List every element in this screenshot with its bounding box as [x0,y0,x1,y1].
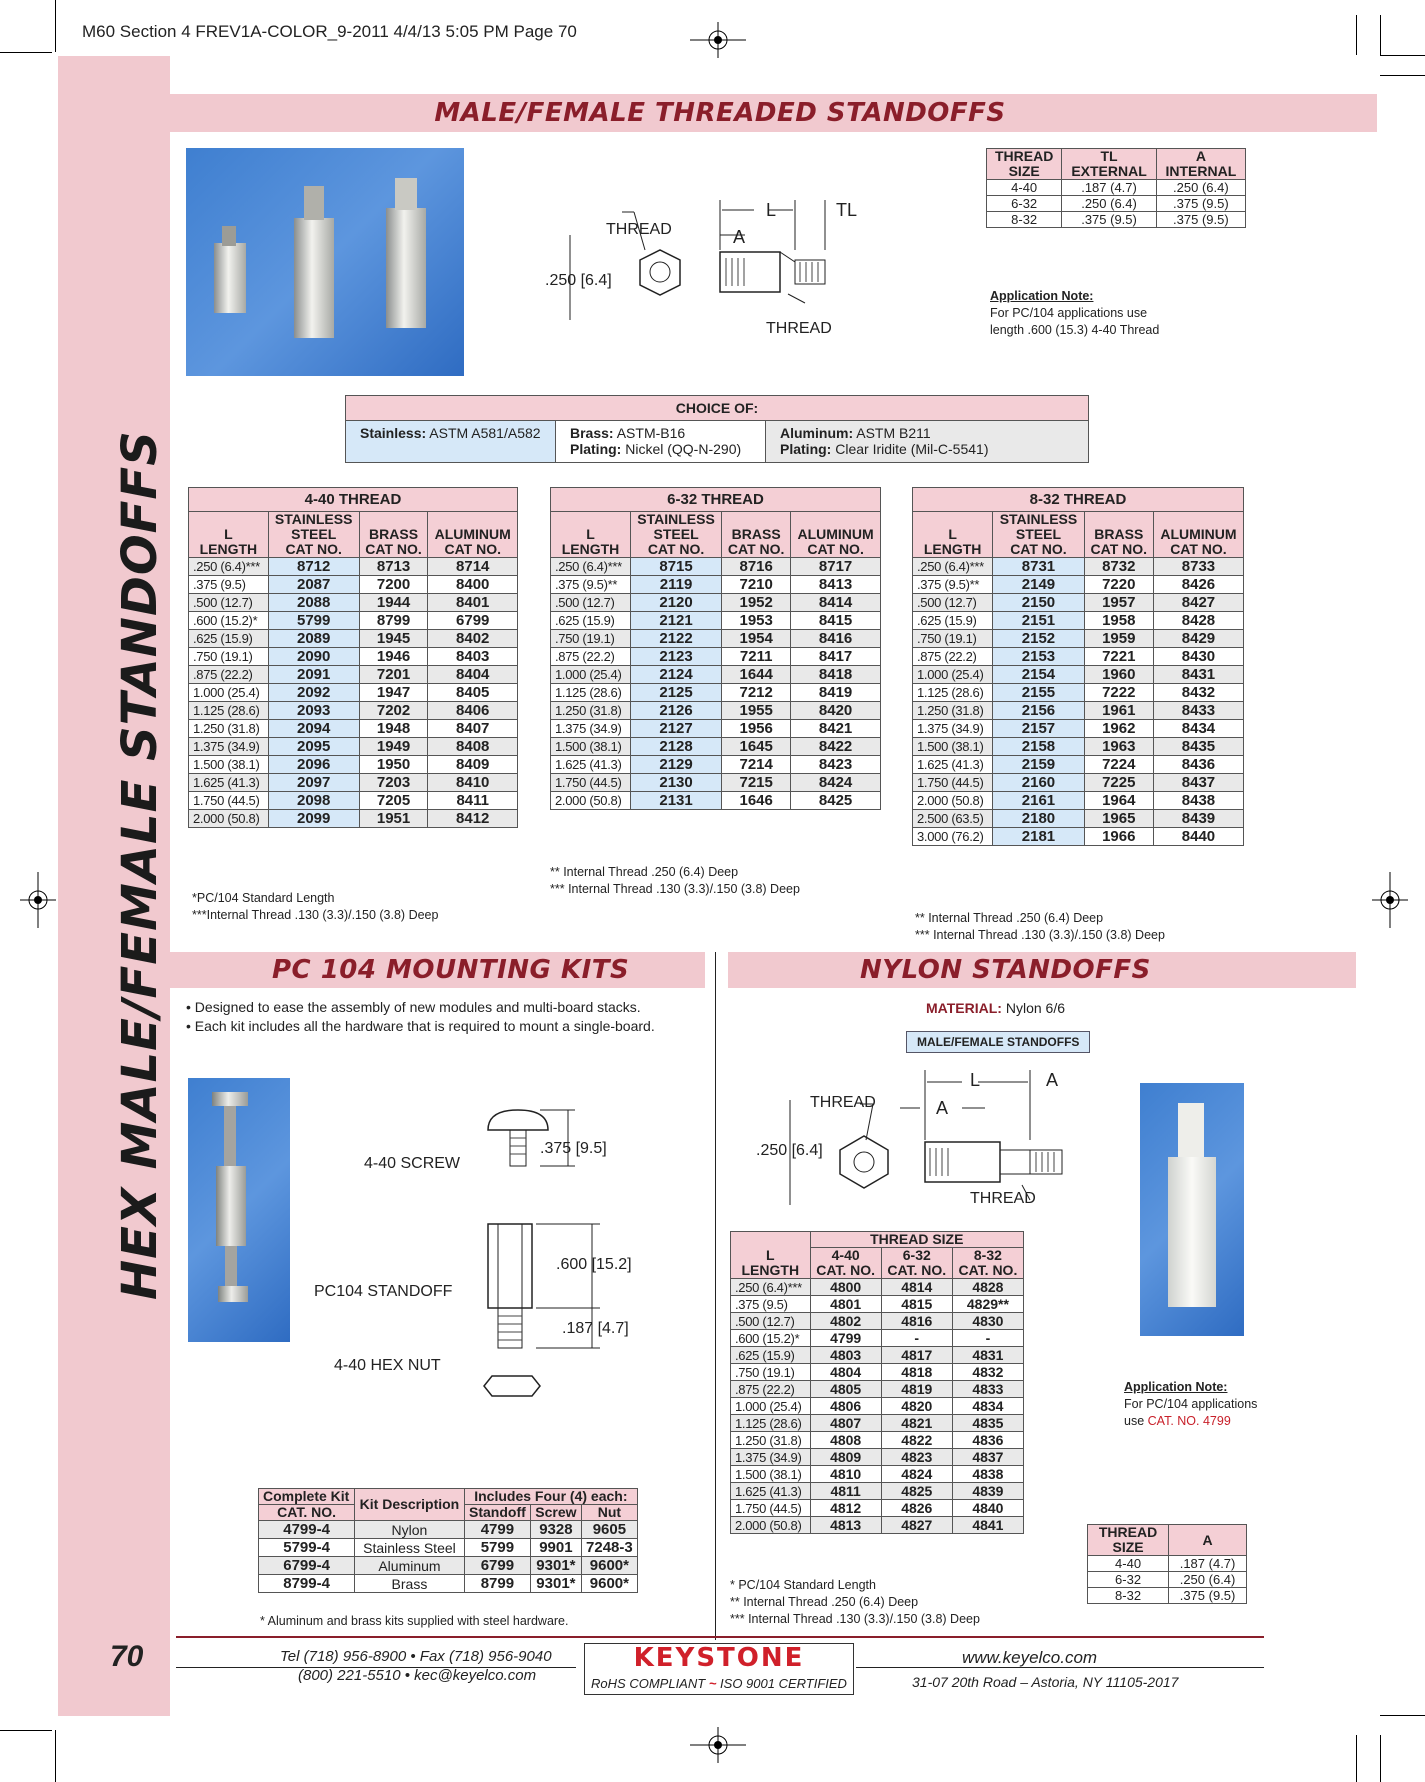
nylon-diagram [740,1060,1080,1210]
sidebar-title: HEX MALE/FEMALE STANDOFFS [112,430,168,1300]
table-row: .375 (9.5)** 2119 7210 8413 [551,576,881,594]
table-row: .250 (6.4)*** 8715 8716 8717 [551,558,881,576]
section-title-mf: MALE/FEMALE THREADED STANDOFFS [434,98,1006,128]
diagram-dimension: .250 [6.4] [545,272,612,289]
col-header: L LENGTH [189,512,269,558]
col-header: BRASS CAT NO. [722,512,791,558]
app-note [990,288,1159,339]
table-row: .625 (15.9) 2089 1945 8402 [189,630,518,648]
mf-diagram [540,190,880,340]
list-item: • Designed to ease the assembly of new modules and multi-board stacks. [186,999,641,1015]
table-row: 2.000 (50.8) 2131 1646 8425 [551,792,881,810]
col-header: 4-40 CAT. NO. [810,1248,881,1279]
crop-mark [0,1730,52,1731]
material: MATERIAL: Nylon 6/6 [926,1000,1065,1016]
table-row: 4799-4 Nylon 4799 9328 9605 [259,1521,638,1539]
nylon-standoff-icon [1140,1083,1244,1336]
kit-dimension: .375 [9.5] [540,1140,607,1157]
choice-title: CHOICE OF: [346,396,1089,421]
footer-web[interactable]: www.keyelco.com [962,1648,1098,1667]
nylon-thread-table: THREAD SIZE A 4-40 .187 (4.7) 6-32 .250 (6.4) 8-32 .375 (9.5) [1087,1524,1247,1604]
kit-dimension: .600 [15.2] [556,1256,632,1273]
page-number: 70 [110,1640,144,1673]
col-header: THREAD SIZE [810,1232,1023,1248]
table-row: 1.500 (38.1) 4810 4824 4838 [731,1466,1024,1483]
col-header: THREAD SIZE [987,149,1062,180]
crop-mark [1380,15,1381,55]
table-row: 8799-4 Brass 8799 9301* 9600* [259,1575,638,1593]
table-row: 1.625 (41.3) 2159 7224 8436 [913,756,1244,774]
col-header: STAINLESS STEEL CAT NO. [993,512,1084,558]
table-row: 4-40 .187 (4.7) [1088,1556,1247,1572]
table-row: .875 (22.2) 2091 7201 8404 [189,666,518,684]
footer-address: 31-07 20th Road – Astoria, NY 11105-2017 [912,1674,1179,1690]
registration-mark-icon [690,22,746,58]
nylon-photo [1140,1083,1244,1336]
diagram-label-l: L [970,1070,981,1090]
col-header: ALUMINUM CAT NO. [428,512,518,558]
kit-label-standoff: PC104 STANDOFF [314,1283,453,1300]
table-row: 1.250 (31.8) 2094 1948 8407 [189,720,518,738]
nylon-table-notes: * PC/104 Standard Length ** Internal Thread .250 (6.4) Deep *** Internal Thread .130 (3.3)/.150 (3.8) Deep [730,1578,980,1626]
table-row: .750 (19.1) 2090 1946 8403 [189,648,518,666]
table-notes-4-40: *PC/104 Standard Length ***Internal Thread .130 (3.3)/.150 (3.8) Deep [192,891,439,922]
crop-mark [1380,75,1425,76]
col-header: 8-32 CAT. NO. [952,1248,1023,1279]
col-header: BRASS CAT NO. [1084,512,1153,558]
table-row: .600 (15.2)* 5799 8799 6799 [189,612,518,630]
table-row: 1.250 (31.8) 2126 1955 8420 [551,702,881,720]
section-title-pc104: PC 104 MOUNTING KITS [272,955,630,985]
feature-list [186,998,655,1036]
section-title-nylon: NYLON STANDOFFS [860,955,1151,985]
standoffs-photo-icon [186,148,464,376]
table-row: 2.000 (50.8) 4813 4827 4841 [731,1517,1024,1534]
keystone-logo: KEYSTONE [633,1643,805,1673]
table-row: 2.000 (50.8) 2099 1951 8412 [189,810,518,828]
table-title: 8-32 THREAD [913,488,1244,512]
choice-table [345,395,1089,463]
table-row: 1.750 (44.5) 2160 7225 8437 [913,774,1244,792]
table-row: 1.000 (25.4) 2092 1947 8405 [189,684,518,702]
table-row: .250 (6.4)*** 4800 4814 4828 [731,1279,1024,1296]
footer-rule [176,1636,1264,1638]
crop-mark [55,0,56,52]
logo-box [584,1643,854,1695]
table-row: 6-32 .250 (6.4) [1088,1572,1247,1588]
table-row: .500 (12.7) 2150 1957 8427 [913,594,1244,612]
table-row: 1.625 (41.3) 4811 4825 4839 [731,1483,1024,1500]
col-header: A INTERNAL [1156,149,1245,180]
table-title: 4-40 THREAD [189,488,518,512]
table-row: 1.000 (25.4) 2154 1960 8431 [913,666,1244,684]
table-row: .750 (19.1) 2122 1954 8416 [551,630,881,648]
diagram-label-thread: THREAD [970,1190,1036,1207]
crop-mark [1356,1735,1357,1782]
table-row: .375 (9.5) 4801 4815 4829** [731,1296,1024,1313]
table-row: 1.125 (28.6) 2155 7222 8432 [913,684,1244,702]
nylon-app-note: Application Note: For PC/104 applications use CAT. NO. 4799 [1124,1380,1258,1428]
table-row: 3.000 (76.2) 2181 1966 8440 [913,828,1244,846]
diagram-label-a: A [733,227,746,247]
table-row: 8-32 .375 (9.5) [1088,1588,1247,1604]
kit-dimension: .187 [4.7] [562,1320,629,1337]
diagram-label-thread: THREAD [810,1094,876,1111]
table-row: 1.250 (31.8) 2156 1961 8433 [913,702,1244,720]
catalog-table-6-32 [550,487,881,810]
table-row: .625 (15.9) 2121 1953 8415 [551,612,881,630]
table-row: .500 (12.7) 2120 1952 8414 [551,594,881,612]
table-row: 6799-4 Aluminum 6799 9301* 9600* [259,1557,638,1575]
table-row: 1.375 (34.9) 2127 1956 8421 [551,720,881,738]
table-row: 2.500 (63.5) 2180 1965 8439 [913,810,1244,828]
table-row: 8-32 .375 (9.5) .375 (9.5) [987,212,1246,228]
catalog-table-8-32 [912,487,1244,846]
table-row: 5799-4 Stainless Steel 5799 9901 7248-3 [259,1539,638,1557]
product-photo [186,148,464,376]
col-header: ALUMINUM CAT NO. [1153,512,1243,558]
diagram-label-a: A [1046,1070,1059,1090]
col-header: ALUMINUM CAT NO. [791,512,881,558]
crop-mark [1380,1735,1381,1782]
table-row: .875 (22.2) 4805 4819 4833 [731,1381,1024,1398]
col-header: STAINLESS STEEL CAT NO. [268,512,359,558]
thread-size-table [986,148,1246,228]
table-row: 6-32 .250 (6.4) .375 (9.5) [987,196,1246,212]
registration-mark-icon [1372,872,1408,928]
kit-label-nut: 4-40 HEX NUT [334,1357,441,1374]
crop-mark [0,52,52,53]
table-row: 1.375 (34.9) 4809 4823 4837 [731,1449,1024,1466]
kit-note: * Aluminum and brass kits supplied with steel hardware. [260,1614,569,1628]
table-row: 1.500 (38.1) 2096 1950 8409 [189,756,518,774]
table-row: 1.500 (38.1) 2128 1645 8422 [551,738,881,756]
col-header: TL EXTERNAL [1062,149,1156,180]
table-title: 6-32 THREAD [551,488,881,512]
table-row: 1.750 (44.5) 2130 7215 8424 [551,774,881,792]
nylon-table [730,1231,1024,1534]
app-note-title: Application Note: [990,289,1094,303]
app-note-text: length .600 (15.3) 4-40 Thread [990,323,1160,337]
diagram-label-thread: THREAD [766,320,832,337]
list-item: • Each kit includes all the hardware that is required to mount a single-board. [186,1018,655,1034]
table-row: .250 (6.4)*** 8731 8732 8733 [913,558,1244,576]
footer-tel: Tel (718) 956-8900 • Fax (718) 956-9040 [280,1648,552,1665]
choice-aluminum: Aluminum: ASTM B211 Plating: Clear Iridite (Mil-C-5541) [766,421,1089,463]
table-row: .750 (19.1) 2152 1959 8429 [913,630,1244,648]
table-row: 1.250 (31.8) 4808 4822 4836 [731,1432,1024,1449]
crop-mark [55,1730,56,1782]
col-header: L LENGTH [913,512,993,558]
diagram-label-tl: TL [836,200,858,220]
table-row: 1.000 (25.4) 4806 4820 4834 [731,1398,1024,1415]
diagram-dimension: .250 [6.4] [756,1142,823,1159]
table-row: 1.375 (34.9) 2157 1962 8434 [913,720,1244,738]
registration-mark-icon [690,1727,746,1763]
crop-mark [1380,1715,1425,1716]
footer-contact [280,1648,552,1684]
table-row: .500 (12.7) 2088 1944 8401 [189,594,518,612]
table-row: .600 (15.2)* 4799 - - [731,1330,1024,1347]
table-row: 2.000 (50.8) 2161 1964 8438 [913,792,1244,810]
catalog-table-4-40 [188,487,518,828]
table-row: .500 (12.7) 4802 4816 4830 [731,1313,1024,1330]
section-divider [715,952,716,1640]
table-row: 1.750 (44.5) 2098 7205 8411 [189,792,518,810]
col-header: L LENGTH [551,512,631,558]
choice-brass: Brass: ASTM-B16 Plating: Nickel (QQ-N-290) [556,421,766,463]
table-row: 1.125 (28.6) 2125 7212 8419 [551,684,881,702]
diagram-label-thread: THREAD [606,221,672,238]
table-row: 1.000 (25.4) 2124 1644 8418 [551,666,881,684]
table-row: .625 (15.9) 2151 1958 8428 [913,612,1244,630]
badge-male-female: MALE/FEMALE STANDOFFS [906,1031,1090,1053]
table-row: .250 (6.4)*** 8712 8713 8714 [189,558,518,576]
kit-table: Complete Kit Kit Description Includes Four (4) each: CAT. NO. Standoff Screw Nut 4799-4 Nylon 4799 9328 9605 5799-4 Stainless Steel 5799 9901 7248-3 6799-4 Aluminum 6799 9301* 9600* 8799-4 Brass 8799 9301* 9600* [258,1488,638,1593]
table-row: 1.750 (44.5) 4812 4826 4840 [731,1500,1024,1517]
choice-stainless: Stainless: ASTM A581/A582 [346,421,556,463]
table-row: .375 (9.5) 2087 7200 8400 [189,576,518,594]
certifications: RoHS COMPLIANT ~ ISO 9001 CERTIFIED [591,1676,847,1691]
table-row: 1.625 (41.3) 2097 7203 8410 [189,774,518,792]
kit-photo-icon [188,1078,290,1342]
registration-mark-icon [20,872,56,928]
app-note-text: For PC/104 applications use [990,306,1148,320]
table-row: .750 (19.1) 4804 4818 4832 [731,1364,1024,1381]
table-row: 1.500 (38.1) 2158 1963 8435 [913,738,1244,756]
table-row: .875 (22.2) 2123 7211 8417 [551,648,881,666]
col-header: BRASS CAT NO. [359,512,428,558]
table-notes-6-32: ** Internal Thread .250 (6.4) Deep *** Internal Thread .130 (3.3)/.150 (3.8) Deep [550,865,800,896]
diagram-label-a: A [936,1098,949,1118]
crop-mark [1380,55,1425,56]
print-slug: M60 Section 4 FREV1A-COLOR_9-2011 4/4/13 5:05 PM Page 70 [82,22,577,41]
col-header: STAINLESS STEEL CAT NO. [630,512,721,558]
table-notes-8-32: ** Internal Thread .250 (6.4) Deep *** Internal Thread .130 (3.3)/.150 (3.8) Deep [915,911,1165,942]
table-row: 1.125 (28.6) 2093 7202 8406 [189,702,518,720]
crop-mark [1356,15,1357,55]
table-row: .875 (22.2) 2153 7221 8430 [913,648,1244,666]
col-header: L LENGTH [731,1232,811,1279]
kit-photo [188,1078,290,1342]
footer-phone: (800) 221-5510 • kec@keyelco.com [298,1667,537,1684]
table-row: 4-40 .187 (4.7) .250 (6.4) [987,180,1246,196]
diagram-label-l: L [766,200,777,220]
table-row: 1.625 (41.3) 2129 7214 8423 [551,756,881,774]
table-row: .375 (9.5)** 2149 7220 8426 [913,576,1244,594]
table-row: .625 (15.9) 4803 4817 4831 [731,1347,1024,1364]
table-row: 1.375 (34.9) 2095 1949 8408 [189,738,518,756]
col-header: 6-32 CAT. NO. [881,1248,952,1279]
kit-label-screw: 4-40 SCREW [364,1155,461,1172]
table-row: 1.125 (28.6) 4807 4821 4835 [731,1415,1024,1432]
